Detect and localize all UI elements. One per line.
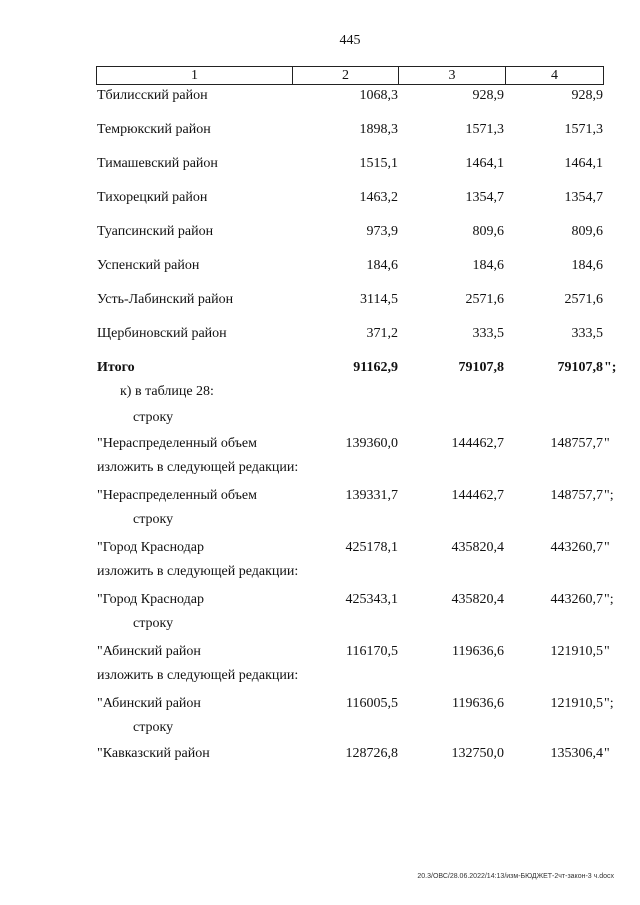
row-closing-quote: "	[604, 436, 610, 451]
column-header-3: 3	[399, 67, 506, 85]
row-value-col4: 148757,7	[550, 436, 603, 451]
column-header-table	[96, 66, 604, 85]
table-row	[0, 358, 640, 378]
row-closing-quote: ";	[604, 592, 614, 607]
table-row	[0, 382, 640, 402]
row-value-col4: 1464,1	[564, 156, 603, 171]
row-value-col3: 132750,0	[451, 746, 504, 761]
row-value-col2: 128726,8	[345, 746, 398, 761]
table-row	[0, 590, 640, 610]
row-value-col2: 1898,3	[359, 122, 398, 137]
row-value-col2: 1463,2	[359, 190, 398, 205]
table-row	[0, 614, 640, 634]
row-value-col4: 1571,3	[564, 122, 603, 137]
row-label: изложить в следующей редакции:	[97, 668, 299, 683]
row-label: Усть-Лабинский район	[97, 292, 234, 307]
row-value-col3: 809,6	[472, 224, 504, 239]
row-label: "Нераспределенный объем	[97, 488, 257, 503]
column-header-row	[97, 67, 604, 85]
row-value-col2: 425343,1	[345, 592, 398, 607]
table-row	[0, 434, 640, 454]
row-value-col4: 443260,7	[550, 592, 603, 607]
row-label: к) в таблице 28:	[120, 384, 214, 399]
row-value-col3: 119636,6	[452, 696, 504, 711]
row-value-col2: 1068,3	[359, 88, 398, 103]
row-label: Тихорецкий район	[97, 190, 208, 205]
row-label: изложить в следующей редакции:	[97, 460, 299, 475]
row-label: Щербиновский район	[97, 326, 227, 341]
row-label: Успенский район	[97, 258, 200, 273]
row-value-col2: 425178,1	[345, 540, 398, 555]
table-row	[0, 486, 640, 506]
table-row	[0, 222, 640, 242]
row-label: строку	[133, 616, 174, 631]
row-value-col3: 435820,4	[451, 592, 504, 607]
row-closing-quote: "	[604, 746, 610, 761]
row-value-col2: 371,2	[366, 326, 398, 341]
row-value-col3: 1571,3	[465, 122, 504, 137]
row-label: строку	[133, 512, 174, 527]
table-row	[0, 324, 640, 344]
row-value-col3: 119636,6	[452, 644, 504, 659]
row-closing-quote: ";	[604, 360, 617, 375]
row-label: строку	[133, 720, 174, 735]
row-value-col4: 148757,7	[550, 488, 603, 503]
row-value-col2: 116005,5	[346, 696, 398, 711]
row-value-col4: 809,6	[571, 224, 603, 239]
table-row	[0, 408, 640, 428]
row-value-col3: 1464,1	[465, 156, 504, 171]
row-value-col4: 333,5	[571, 326, 603, 341]
row-label: "Нераспределенный объем	[97, 436, 257, 451]
row-closing-quote: ";	[604, 488, 614, 503]
table-row	[0, 458, 640, 478]
row-closing-quote: ";	[604, 696, 614, 711]
table-row	[0, 744, 640, 764]
table-row	[0, 188, 640, 208]
row-value-col4: 135306,4	[550, 746, 603, 761]
row-value-col3: 333,5	[472, 326, 504, 341]
table-row	[0, 666, 640, 686]
row-label: "Абинский район	[97, 644, 201, 659]
row-value-col3: 184,6	[472, 258, 504, 273]
row-label: Туапсинский район	[97, 224, 214, 239]
row-value-col4: 2571,6	[564, 292, 603, 307]
row-value-col4: 184,6	[571, 258, 603, 273]
row-value-col2: 139360,0	[345, 436, 398, 451]
row-label: Итого	[97, 360, 135, 375]
row-label: Темрюкский район	[97, 122, 211, 137]
row-label: Тбилисский район	[97, 88, 208, 103]
row-value-col2: 116170,5	[346, 644, 398, 659]
table-row	[0, 642, 640, 662]
row-label: строку	[133, 410, 174, 425]
row-label: "Кавказский район	[97, 746, 210, 761]
row-value-col4: 1354,7	[564, 190, 603, 205]
row-value-col4: 443260,7	[550, 540, 603, 555]
row-value-col3: 2571,6	[465, 292, 504, 307]
row-value-col2: 3114,5	[360, 292, 398, 307]
row-value-col4: 121910,5	[550, 644, 603, 659]
row-value-col3: 1354,7	[465, 190, 504, 205]
table-row	[0, 290, 640, 310]
column-header-1: 1	[97, 67, 293, 85]
table-row	[0, 562, 640, 582]
page-number: 445	[339, 33, 361, 48]
table-row	[0, 256, 640, 276]
row-value-col2: 973,9	[366, 224, 398, 239]
row-label: "Город Краснодар	[97, 592, 204, 607]
row-closing-quote: "	[604, 644, 610, 659]
row-value-col2: 1515,1	[359, 156, 398, 171]
table-row	[0, 694, 640, 714]
row-value-col3: 435820,4	[451, 540, 504, 555]
table-row	[0, 86, 640, 106]
footer-file-path: 20.3/ОВС/28.06.2022/14:13/изм-БЮДЖЕТ-2чт-закон-3 ч.docx	[417, 873, 614, 880]
column-header-2: 2	[293, 67, 399, 85]
row-value-col3: 144462,7	[451, 488, 504, 503]
row-value-col4: 79107,8	[557, 360, 603, 375]
row-value-col4: 121910,5	[550, 696, 603, 711]
row-value-col2: 139331,7	[345, 488, 398, 503]
table-row	[0, 718, 640, 738]
row-value-col2: 184,6	[366, 258, 398, 273]
row-value-col2: 91162,9	[353, 360, 398, 375]
column-header-4: 4	[506, 67, 604, 85]
row-label: изложить в следующей редакции:	[97, 564, 299, 579]
row-label: "Город Краснодар	[97, 540, 204, 555]
row-label: "Абинский район	[97, 696, 201, 711]
table-row	[0, 120, 640, 140]
table-row	[0, 154, 640, 174]
table-row	[0, 538, 640, 558]
row-value-col3: 79107,8	[458, 360, 504, 375]
row-value-col4: 928,9	[571, 88, 603, 103]
table-row	[0, 510, 640, 530]
row-label: Тимашевский район	[97, 156, 218, 171]
row-value-col3: 144462,7	[451, 436, 504, 451]
row-closing-quote: "	[604, 540, 610, 555]
row-value-col3: 928,9	[472, 88, 504, 103]
